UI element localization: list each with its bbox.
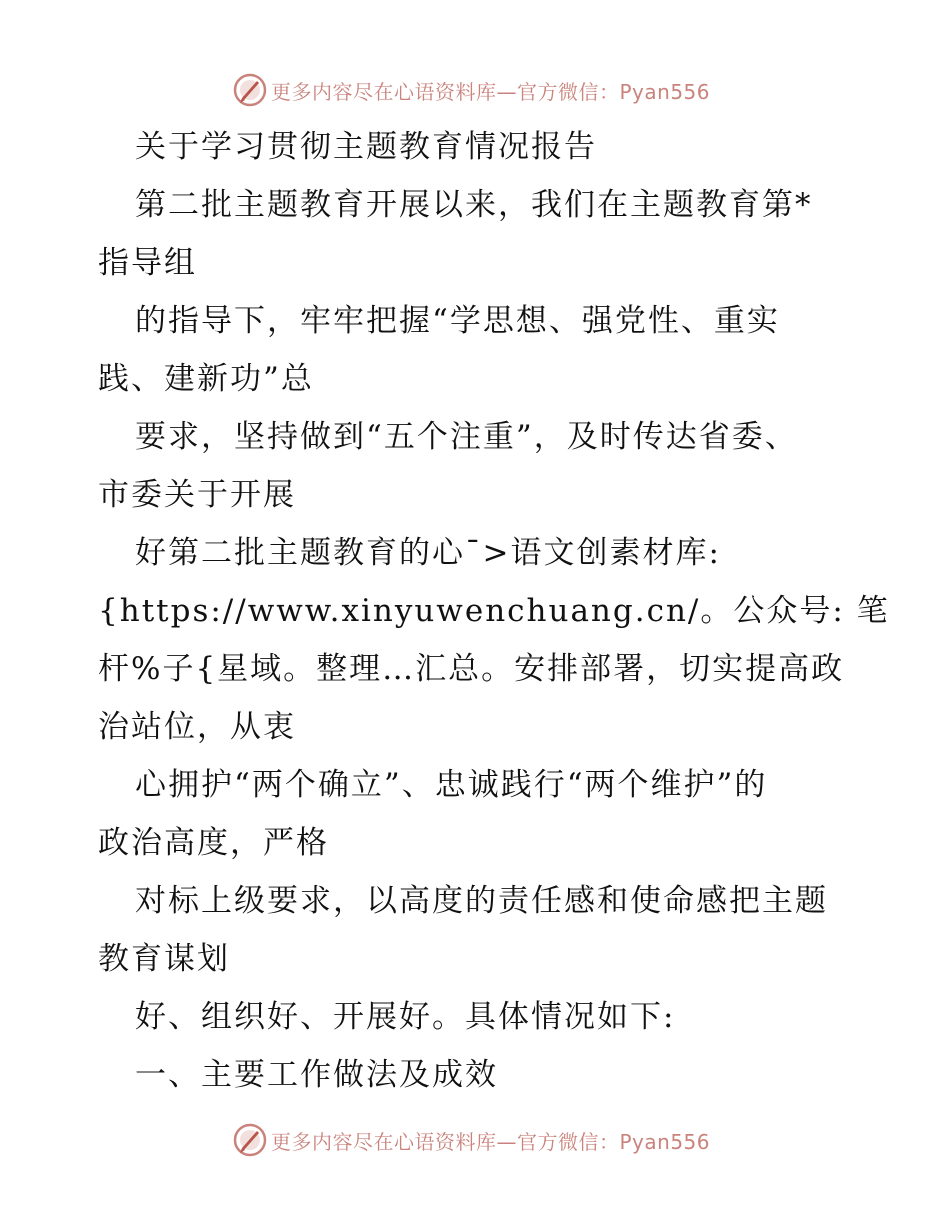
paragraph-line: 政治高度，严格 [98, 825, 329, 861]
paragraph-line: 好、组织好、开展好。具体情况如下: [135, 999, 676, 1035]
paragraph-line: 践、建新功”总 [98, 361, 314, 397]
paragraph-line: 对标上级要求，以高度的责任感和使命感把主题 [135, 883, 828, 919]
section-heading: 一、主要工作做法及成效 [135, 1057, 498, 1093]
paragraph-line: {https://www.xinyuwenchuang.cn/。公众号: 笔 [98, 593, 890, 629]
quill-pen-logo-icon [233, 73, 267, 107]
watermark-text: 更多内容尽在心语资料库—官方微信：Pyan556 [271, 79, 711, 104]
paragraph-line: 杆%子{星域。整理…汇总。安排部署，切实提高政 [98, 651, 845, 687]
paragraph-line: 心拥护“两个确立”、忠诚践行“两个维护”的 [135, 767, 768, 803]
paragraph-line: 指导组 [98, 245, 197, 281]
watermark-text: 更多内容尽在心语资料库—官方微信：Pyan556 [271, 1129, 711, 1154]
paragraph-line: 第二批主题教育开展以来，我们在主题教育第* [135, 187, 813, 223]
document-body [98, 118, 890, 1104]
paragraph-line: 要求，坚持做到“五个注重”，及时传达省委、 [135, 419, 798, 455]
watermark-banner-bottom [233, 1120, 713, 1160]
paragraph-line: 好第二批主题教育的心¯>语文创素材库: [135, 535, 721, 571]
paragraph-line: 市委关于开展 [98, 477, 296, 513]
paragraph-line: 教育谋划 [98, 941, 230, 977]
document-title: 关于学习贯彻主题教育情况报告 [135, 129, 597, 165]
watermark-banner-top [233, 70, 713, 110]
paragraph-line: 的指导下，牢牢把握“学思想、强党性、重实 [135, 303, 780, 339]
paragraph-line: 治站位，从衷 [98, 709, 296, 745]
quill-pen-logo-icon [233, 1123, 267, 1157]
